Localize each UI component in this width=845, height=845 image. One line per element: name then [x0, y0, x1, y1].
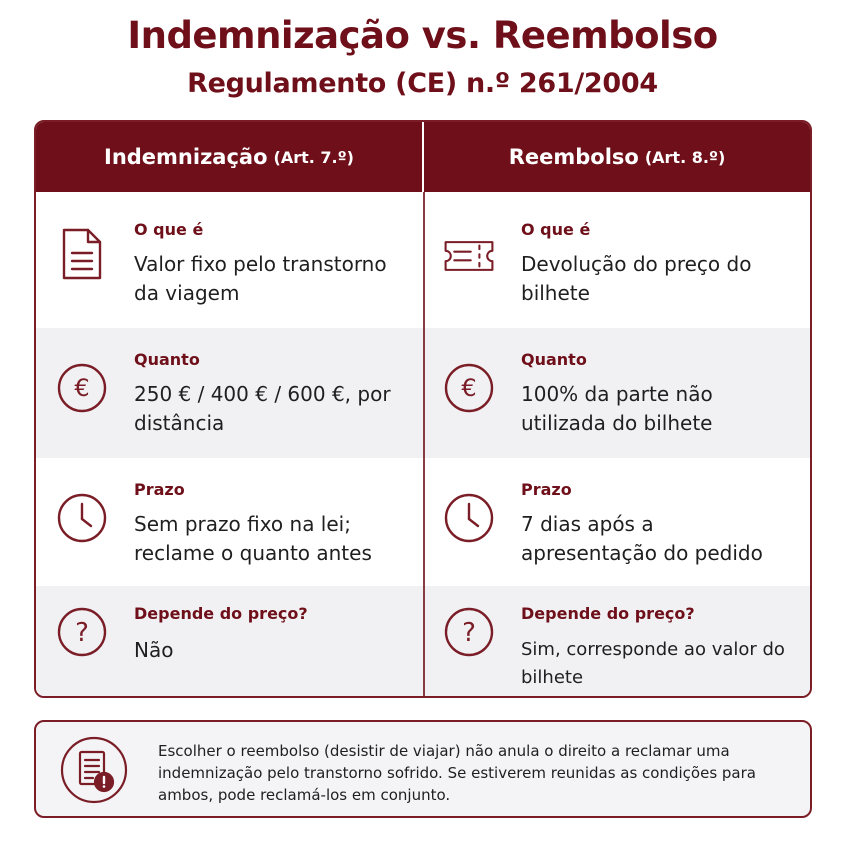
table-cell-left	[36, 328, 423, 458]
row-value: 100% da parte não utilizada do bilhete	[521, 382, 713, 435]
clock-icon	[56, 492, 108, 544]
row-label: Quanto	[134, 350, 200, 369]
row-label: Quanto	[521, 350, 587, 369]
svg-text:?: ?	[75, 618, 89, 648]
row-value: 7 dias após a apresentação do pedido	[521, 512, 763, 565]
svg-text:?: ?	[462, 618, 476, 648]
question-icon	[56, 606, 108, 658]
row-label: O que é	[521, 220, 591, 239]
column-header-reembolso	[422, 122, 810, 192]
table-cell-right	[423, 328, 810, 458]
column-divider	[423, 192, 425, 696]
column-header-indemnizacao	[36, 122, 422, 192]
table-cell-right	[423, 586, 810, 698]
column-heading: Reembolso	[508, 145, 639, 169]
column-article: (Art. 7.º)	[273, 147, 354, 167]
svg-text:€: €	[74, 374, 90, 402]
question-icon	[443, 606, 495, 658]
column-article: (Art. 8.º)	[644, 147, 726, 167]
table-cell-left	[36, 192, 423, 328]
note-text: Escolher o reembolso (desistir de viajar) não anula o direito a reclamar uma indemnização pelo transtorno sofrido. Se estiverem reunidas as condições para ambos, pode reclamá-los em conjunto.	[158, 742, 756, 804]
row-value: Sim, corresponde ao valor do bilhete	[521, 639, 785, 688]
table-cell-right	[423, 458, 810, 586]
comparison-table	[34, 120, 812, 698]
row-value: Devolução do preço do bilhete	[521, 252, 752, 305]
column-heading: Indemnização	[104, 145, 268, 169]
table-cell-left	[36, 586, 423, 698]
ticket-icon	[443, 230, 495, 282]
row-value: Valor fixo pelo transtorno da viagem	[134, 252, 387, 305]
table-cell-left	[36, 458, 423, 586]
page-subtitle: Regulamento (CE) n.º 261/2004	[187, 68, 658, 99]
euro-icon	[56, 362, 108, 414]
row-label: O que é	[134, 220, 204, 239]
row-value: Sem prazo fixo na lei; reclame o quanto antes	[134, 512, 372, 565]
document-icon	[56, 228, 108, 280]
euro-icon	[443, 362, 495, 414]
table-header	[36, 122, 810, 192]
info-note	[34, 720, 812, 818]
row-value: Não	[134, 638, 174, 662]
document-alert-icon	[60, 736, 128, 804]
page-title: Indemnização vs. Reembolso	[127, 14, 718, 57]
clock-icon	[443, 492, 495, 544]
row-label: Depende do preço?	[521, 604, 695, 623]
svg-text:€: €	[461, 374, 477, 402]
row-label: Prazo	[134, 480, 185, 499]
row-label: Prazo	[521, 480, 572, 499]
row-label: Depende do preço?	[134, 604, 308, 623]
table-cell-right	[423, 192, 810, 328]
row-value: 250 € / 400 € / 600 €, por distância	[134, 382, 391, 435]
